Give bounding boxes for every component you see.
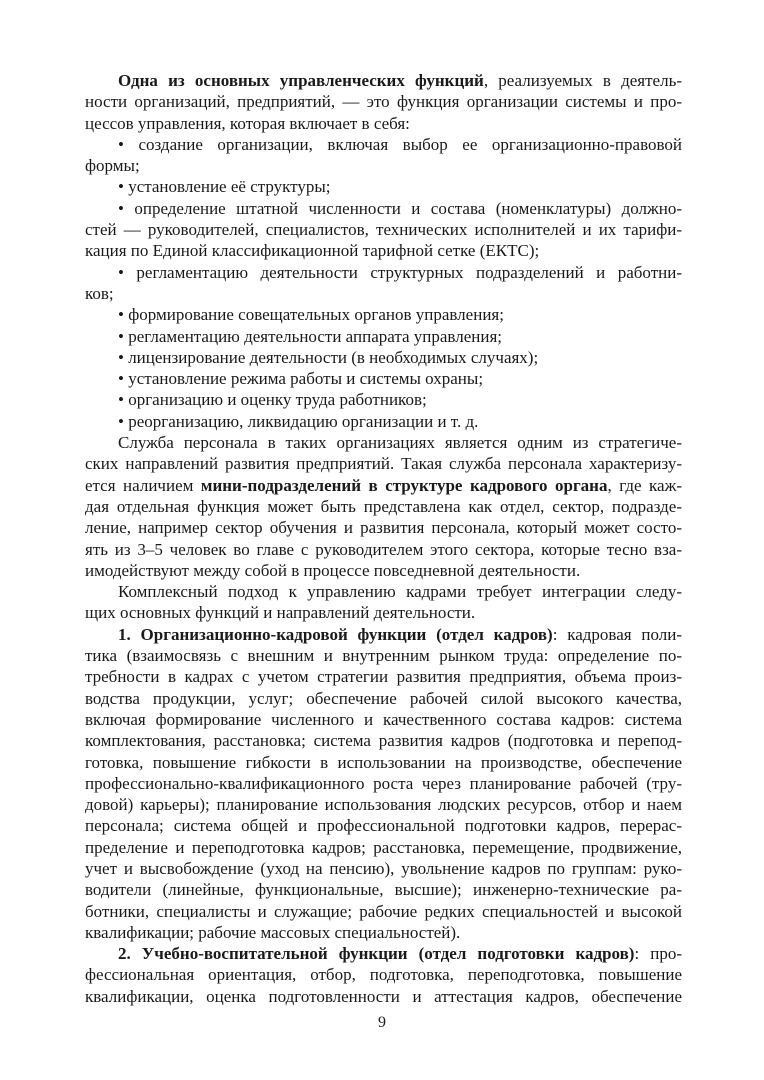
text-run: , реализуемых в деятель- — [483, 71, 682, 90]
text-line — [85, 198, 682, 219]
text-run: пределение и переподготовка кадров; расстановка, перемещение, продвижение, — [85, 837, 682, 857]
bold-text-run: 1. Организационно-кадровой функции (отдел кадров) — [118, 624, 553, 644]
text-line — [85, 219, 682, 240]
text-run: Комплексный подход к управлению кадрами требует интеграции следу- — [118, 582, 682, 602]
text-line — [85, 645, 682, 666]
text-run: ется наличием — [85, 475, 201, 495]
text-run: • формирование совещательных органов управления; — [118, 305, 504, 325]
text-run: стей — руководителей, специалистов, технических исполнителей и их тарифи- — [85, 220, 682, 240]
text-line — [85, 624, 682, 645]
text-line — [85, 368, 682, 389]
text-run: фессиональная ориентация, отбор, подготовка, переподготовка, повышение — [85, 965, 682, 985]
text-run: • лицензирование деятельности (в необходимых случаях); — [118, 347, 539, 367]
text-line — [85, 326, 682, 347]
text-run: • организацию и оценку труда работников; — [118, 390, 427, 410]
text-run: квалификации, оценка подготовленности и аттестация кадров, обеспечение — [85, 986, 682, 1006]
text-run: , где каж- — [607, 475, 683, 495]
text-run: ков; — [85, 283, 114, 303]
text-line — [85, 879, 682, 900]
text-run: профессионально-квалификационного роста через планирование рабочей (тру- — [85, 773, 682, 793]
text-line — [85, 496, 682, 517]
text-line — [85, 240, 682, 261]
text-run: комплектования, расстановка; система развития кадров (подготовка и перепод- — [85, 731, 682, 751]
text-line — [85, 453, 682, 474]
text-run: • реорганизацию, ликвидацию организации и т. д. — [118, 411, 479, 431]
text-line — [85, 858, 682, 879]
text-line — [85, 283, 682, 304]
text-line — [85, 134, 682, 155]
text-line — [85, 389, 682, 410]
text-line — [85, 964, 682, 985]
text-line — [85, 475, 682, 496]
text-line — [85, 347, 682, 368]
text-line — [85, 113, 682, 134]
text-run: имодействуют между собой в процессе повседневной деятельности. — [85, 560, 581, 580]
page-number: 9 — [378, 1014, 386, 1031]
text-line — [85, 602, 682, 623]
text-line — [85, 943, 682, 964]
text-line — [85, 155, 682, 176]
text-run: включая формирование численного и качественного состава кадров: система — [85, 709, 682, 729]
text-run: ских направлений развития предприятий. Такая служба персонала характеризу- — [85, 454, 682, 474]
text-run: довой) карьеры); планирование использования людских ресурсов, отбор и наем — [85, 795, 682, 815]
text-line — [85, 560, 682, 581]
text-line — [85, 922, 682, 943]
text-run: водители (линейные, функциональные, высшие); инженерно-технические ра- — [85, 880, 682, 900]
text-line — [85, 837, 682, 858]
text-line — [85, 688, 682, 709]
text-run: ботники, специалисты и служащие; рабочие редких специальностей и высокой — [85, 901, 682, 921]
text-run: учет и высвобождение (уход на пенсию), увольнение кадров по группам: руко- — [85, 858, 682, 878]
text-line — [85, 794, 682, 815]
text-run: • установление режима работы и системы охраны; — [118, 369, 484, 389]
bold-text-run: Одна из основных управленческих функций — [118, 71, 484, 90]
text-line — [85, 411, 682, 432]
text-line — [85, 901, 682, 922]
text-run: ности организаций, предприятий, — это функция организации системы и про- — [85, 92, 682, 112]
text-line — [85, 730, 682, 751]
text-run: формы; — [85, 156, 140, 176]
text-run: • установление её структуры; — [118, 177, 331, 197]
text-line — [85, 752, 682, 773]
text-run: персонала; система общей и профессиональной подготовки кадров, перерас- — [85, 816, 682, 836]
text-line — [85, 581, 682, 602]
text-run: цессов управления, которая включает в себя: — [85, 113, 410, 133]
text-line — [85, 304, 682, 325]
text-run: тика (взаимосвязь с внешним и внутренним рынком труда: определение по- — [85, 646, 682, 666]
text-run: ять из 3–5 человек во главе с руководителем этого сектора, которые тесно вза- — [85, 539, 682, 559]
text-run: • регламентацию деятельности структурных подразделений и работни- — [118, 262, 682, 282]
text-line — [85, 986, 682, 1007]
text-run: водства продукции, услуг; обеспечение рабочей силой высокого качества, — [85, 688, 682, 708]
text-line — [85, 432, 682, 453]
text-run: • регламентацию деятельности аппарата управления; — [118, 326, 502, 346]
text-line — [85, 666, 682, 687]
text-run: готовка, повышение гибкости в использовании на производстве, обеспечение — [85, 752, 682, 772]
text-line — [85, 773, 682, 794]
text-run: щих основных функций и направлений деятельности. — [85, 603, 476, 623]
text-line — [85, 517, 682, 538]
text-line — [85, 262, 682, 283]
text-run: • создание организации, включая выбор ее организационно-правовой — [118, 134, 682, 154]
body-text — [85, 70, 682, 1007]
text-run: ление, например сектор обучения и развития персонала, который может состо- — [85, 518, 682, 538]
text-run: Служба персонала в таких организациях является одним из стратегиче- — [118, 433, 682, 453]
text-run: квалификации; рабочие массовых специальностей). — [85, 922, 461, 942]
bold-text-run: мини-подразделений в структуре кадрового органа — [200, 475, 608, 495]
text-line — [85, 539, 682, 560]
text-run: кация по Единой классификационной тарифной сетке (ЕКТС); — [85, 241, 540, 261]
text-run: • определение штатной численности и состава (номенклатуры) должно- — [118, 198, 682, 218]
text-line — [85, 709, 682, 730]
text-run: : кадровая поли- — [552, 624, 682, 644]
text-run: : про- — [634, 944, 682, 964]
bold-text-run: 2. Учебно-воспитательной функции (отдел подготовки кадров) — [118, 944, 635, 964]
text-run: требности в кадрах с учетом стратегии развития предприятия, объема произ- — [85, 667, 682, 687]
text-run: дая отдельная функция может быть представлена как отдел, сектор, подразде- — [85, 496, 682, 516]
text-line — [85, 70, 682, 91]
text-line — [85, 176, 682, 197]
text-line — [85, 91, 682, 112]
text-line — [85, 815, 682, 836]
